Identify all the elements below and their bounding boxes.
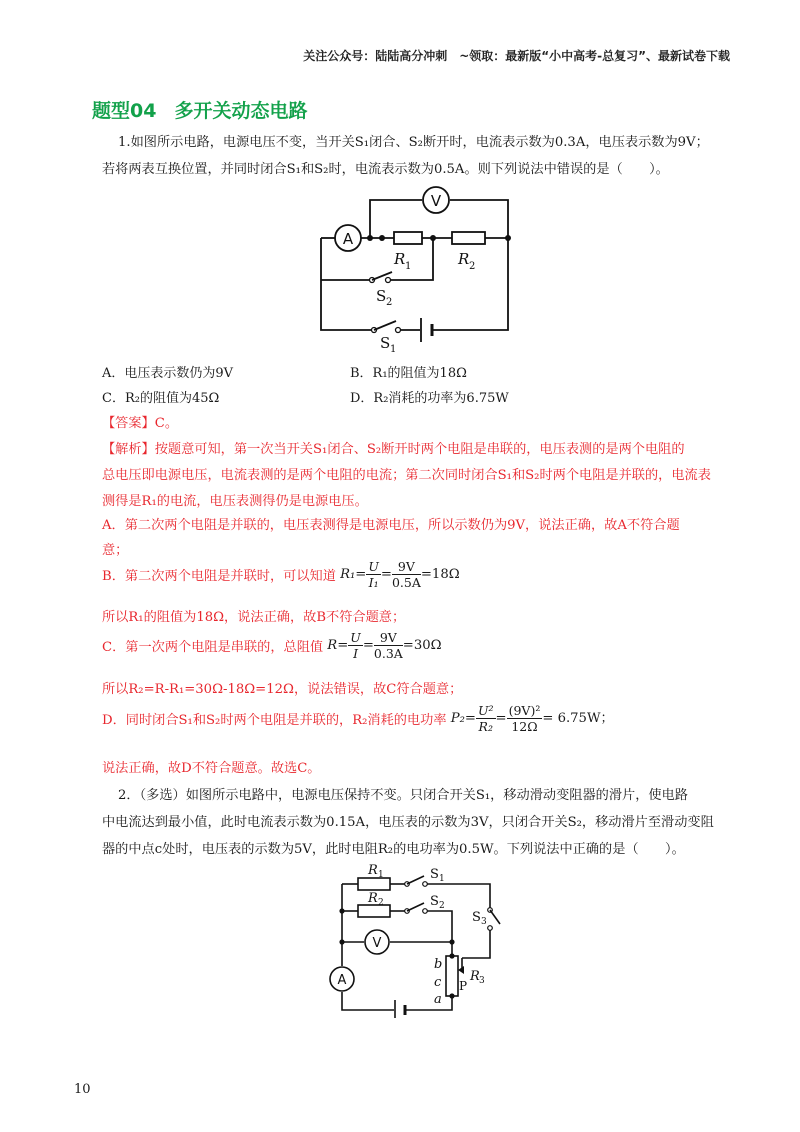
frac-num: 9V [374, 630, 403, 646]
q1-analysis-c [102, 630, 442, 661]
r1-label: R [368, 863, 378, 878]
r1-subscript: 1 [405, 261, 412, 272]
frac-9v-over-0.3a [374, 630, 403, 661]
switch-s1-blade [374, 321, 396, 330]
q1-circuit-diagram [310, 180, 550, 355]
q1-option-c: C．R₂的阻值为45Ω [102, 391, 220, 406]
slider-arrow-icon [458, 966, 464, 974]
resistor-r1 [358, 878, 390, 890]
junction-dot [339, 908, 344, 913]
point-c-label: c [434, 975, 442, 990]
voltmeter-label: V [430, 192, 442, 210]
equals-sign: = [495, 711, 507, 726]
voltmeter-label: V [372, 936, 382, 951]
r2-label: R [458, 250, 470, 268]
formula-r1-lhs: R₁= [340, 567, 367, 582]
junction-dot [367, 235, 373, 241]
q1-option-a: A．电压表示数仍为9V [102, 366, 234, 381]
junction-dot [449, 939, 454, 944]
frac-u-over-i [348, 630, 363, 661]
q2-circuit-diagram [322, 858, 522, 1018]
q1-analysis-c-conclusion: 所以R₂=R-R₁=30Ω-18Ω=12Ω，说法错误，故C符合题意； [102, 682, 463, 697]
junction-dot [430, 235, 436, 241]
r1-subscript: 1 [378, 870, 384, 880]
r3-label: R [470, 969, 480, 984]
frac-den: I [353, 646, 359, 661]
q1-analysis-c-text: C．第一次两个电阻是串联的，总阻值 [102, 640, 324, 655]
frac-den: 0.5A [391, 575, 421, 590]
q1-analysis-d [102, 703, 614, 734]
formula-r [327, 630, 442, 661]
r3-subscript: 3 [479, 976, 485, 986]
s2-label: S [376, 287, 387, 305]
junction-dot [449, 993, 454, 998]
formula-result: =18Ω [420, 567, 460, 582]
formula-result: =30Ω [402, 638, 442, 653]
switch-s2-contact [423, 909, 428, 914]
s2-subscript: 2 [439, 901, 445, 911]
point-a-label: a [434, 992, 442, 1007]
q1-option-d: D．R₂消耗的功率为6.75W [350, 391, 509, 406]
frac-num: U [368, 559, 379, 574]
q1-analysis-d-text: D．同时闭合S₁和S₂时两个电阻是并联的，R₂消耗的电功率 [102, 713, 447, 728]
frac-num: (9V)² [508, 703, 541, 718]
s1-subscript: 1 [439, 874, 445, 884]
ammeter-label: A [342, 230, 354, 248]
switch-s1-blade [407, 876, 424, 884]
q1-option-b: B．R₁的阻值为18Ω [350, 366, 467, 381]
switch-s2-blade [407, 903, 424, 911]
q1-analysis-line1: 【解析】按题意可知，第一次当开关S₁闭合、S₂断开时两个电阻是串联的，电压表测的是两个电阻的 [102, 442, 685, 457]
s1-label: S [430, 867, 439, 882]
formula-result: = 6.75W； [542, 711, 614, 726]
r2-subscript: 2 [469, 261, 476, 272]
switch-s2-contact [386, 278, 391, 283]
q1-analysis-d-conclusion: 说法正确，故D不符合题意。故选C。 [102, 761, 321, 776]
frac-den: R₂ [478, 719, 493, 734]
q1-analysis-b-conclusion: 所以R₁的阻值为18Ω，说法正确，故B不符合题意； [102, 610, 406, 625]
resistor-r1 [394, 232, 422, 244]
frac-9v-over-0.5a [392, 559, 421, 590]
q2-stem-line1: 2．（多选）如图所示电路中，电源电压保持不变。只闭合开关S₁，移动滑动变阻器的滑片，使电路 [118, 788, 688, 803]
q1-analysis-a-line2: 意； [102, 543, 129, 558]
junction-dot [339, 939, 344, 944]
q1-analysis-a-line1: A．第二次两个电阻是并联的，电压表测得是电源电压，所以示数仍为9V，说法正确，故A不符合题 [102, 518, 680, 533]
q1-analysis-line2: 总电压即电源电压，电流表测的是两个电阻的电流；第二次同时闭合S₁和S₂时两个电阻是并联的，电流表 [102, 468, 711, 483]
junction-dot [505, 235, 511, 241]
frac-den: 12Ω [511, 719, 538, 734]
frac-den: 0.3A [373, 646, 403, 661]
frac-num: U² [477, 703, 494, 718]
q1-analysis-line3: 测得是R₁的电流，电压表测得仍是电源电压。 [102, 494, 368, 509]
resistor-r2 [452, 232, 485, 244]
q1-analysis-b-text: B．第二次两个电阻是并联时，可以知道 [102, 569, 336, 584]
page-header: 关注公众号：陆陆高分冲刺 ~领取：最新版“小中高考-总复习”、最新试卷下载 [303, 49, 730, 63]
q1-stem-line1: 1.如图所示电路，电源电压不变，当开关S₁闭合、S₂断开时，电流表示数为0.3A，电压表示数为9V； [118, 135, 709, 150]
junction-dot [379, 235, 385, 241]
formula-p2-lhs: P₂= [450, 711, 476, 726]
frac-u2-over-r2 [476, 703, 496, 734]
rheostat-r3 [446, 956, 458, 996]
junction-dot [449, 953, 454, 958]
r2-label: R [368, 891, 378, 906]
section-name: 多开关动态电路 [174, 100, 308, 122]
formula-r-lhs: R= [327, 638, 349, 653]
switch-s3-blade [490, 910, 500, 924]
equals-sign: = [362, 638, 374, 653]
s1-subscript: 1 [390, 344, 397, 355]
equals-sign: = [380, 567, 392, 582]
frac-9v2-over-12ohm [507, 703, 543, 734]
q2-stem-line3: 器的中点c处时，电压表的示数为5V，此时电阻R₂的电功率为0.5W。下列说法中正确的是（ ）。 [102, 842, 685, 857]
s2-label: S [430, 894, 439, 909]
switch-s1-contact [423, 882, 428, 887]
slider-p-label: P [459, 979, 468, 993]
s1-label: S [380, 334, 391, 352]
frac-u-over-i1 [366, 559, 381, 590]
resistor-r2 [358, 905, 390, 917]
q2-stem-line2: 中电流达到最小值，此时电流表示数为0.15A，电压表的示数为3V，只闭合开关S₂，移动滑片至滑动变阻 [102, 815, 714, 830]
section-title [92, 96, 307, 123]
point-b-label: b [434, 957, 443, 972]
r2-subscript: 2 [378, 898, 384, 908]
s3-label: S [472, 910, 481, 925]
formula-r1 [340, 559, 460, 590]
q1-stem-line2: 若将两表互换位置，并同时闭合S₁和S₂时，电流表示数为0.5A。则下列说法中错误的是（ ）。 [102, 162, 669, 177]
frac-num: 9V [392, 559, 421, 575]
section-number: 题型04 [92, 100, 157, 122]
switch-s3-contact [488, 926, 493, 931]
frac-num: U [350, 630, 361, 645]
q1-answer: 【答案】C。 [102, 416, 179, 431]
r1-label: R [394, 250, 406, 268]
page-number: 10 [74, 1082, 91, 1097]
s2-subscript: 2 [386, 297, 393, 308]
q1-analysis-b [102, 559, 460, 590]
switch-s1-contact [396, 328, 401, 333]
frac-den: I₁ [368, 575, 379, 590]
ammeter-label: A [337, 973, 347, 988]
s3-subscript: 3 [481, 917, 487, 927]
